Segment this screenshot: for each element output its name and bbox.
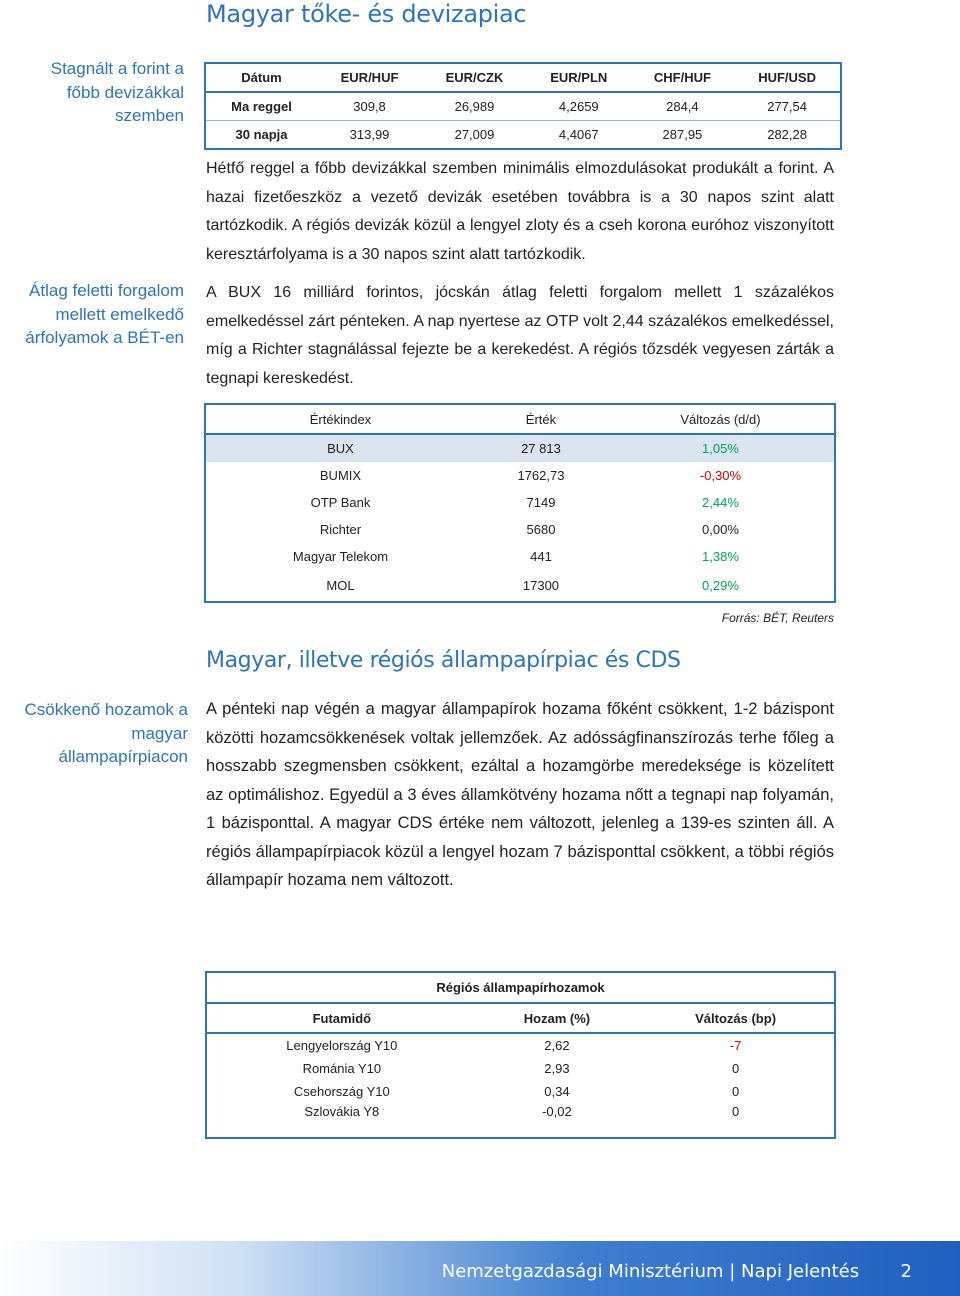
regional-yield-cell: 2,93 [544,1061,570,1076]
bux-value-cell: 17300 [522,578,560,593]
fx-cell: 282,28 [767,127,807,142]
table-row [206,1103,835,1138]
bux-header-index: Értékindex [205,404,475,434]
fx-header-eurpln: EUR/PLN [527,63,631,92]
bux-value-cell: 5680 [526,522,556,537]
fx-cell: 4,2659 [527,92,631,121]
bux-value-cell: 1762,73 [517,468,565,483]
fx-table-header [205,63,841,92]
fx-row-label: Ma reggel [205,92,317,121]
table-row [205,92,841,121]
bux-change-cell: 0,29% [702,578,739,593]
regional-name-cell: Lengyelország Y10 [286,1038,398,1053]
fx-paragraph: Hétfő reggel a főbb devizákkal szemben minimális elmozdulásokat produkált a forint. A hazai fizetőeszköz a vezető devizák esetében továbbra is a 30 napos szint alatt tartózkodik. A régiós devizák közül a lengyel zloty és a cseh korona euróhoz viszonyított keresztárfolyama is a 30 napos szint alatt tartózkodik. [206,160,834,263]
bux-header-value: Érték [475,404,607,434]
regional-change-cell: -7 [729,1038,742,1053]
regional-change-cell: 0 [731,1061,740,1076]
page-title: Magyar tőke- és devizapiac [206,0,527,28]
fx-header-hufusd: HUF/USD [734,63,841,92]
bux-name-cell: Richter [319,522,362,537]
sidebar-note-bux: Átlag feletti forgalom mellett emelkedő árfolyamok a BÉT-en [25,281,184,347]
footer-label: Nemzetgazdasági Minisztérium | Napi Jelentés [441,1261,860,1282]
bux-name-cell: OTP Bank [310,495,371,510]
table-row [205,489,835,516]
fx-cell: 27,009 [454,127,495,142]
bux-change-cell: 1,38% [702,549,739,564]
fx-cell: 284,4 [631,92,735,121]
fx-row-label: 30 napja [235,127,288,142]
fx-header-eurczk: EUR/CZK [422,63,527,92]
regional-change-cell: 0 [731,1084,740,1099]
sidebar-note-bonds: Csökkenő hozamok a magyar állampapírpiacon [24,700,188,766]
regional-header-yield: Hozam (%) [477,1003,637,1033]
fx-rates-table [204,62,842,150]
table-row [205,543,835,570]
table-row [206,1080,835,1103]
regional-name-cell: Csehország Y10 [293,1084,390,1099]
fx-cell: 4,4067 [558,127,599,142]
fx-header-eurhuf: EUR/HUF [317,63,422,92]
bux-table-header [205,404,835,434]
fx-cell: 26,989 [422,92,527,121]
bux-name-cell: Magyar Telekom [292,549,389,564]
sidebar-note-fx: Stagnált a forint a főbb devizákkal szemben [50,59,184,125]
bux-change-cell: 0,00% [702,522,739,537]
source-note: Forrás: BÉT, Reuters [721,611,834,625]
page-number: 2 [900,1261,912,1282]
fx-cell: 313,99 [349,127,390,142]
table-row [205,121,841,150]
bux-header-change: Változás (d/d) [607,404,835,434]
fx-header-chfhuf: CHF/HUF [631,63,735,92]
bux-value-cell: 441 [530,549,552,564]
regional-name-cell: Románia Y10 [302,1061,382,1076]
bux-change-cell: 1,05% [607,434,835,462]
table-row [206,1033,835,1057]
bux-change-cell: 2,44% [702,495,739,510]
bux-value-cell: 27 813 [475,434,607,462]
bux-change-cell: -0,30% [699,468,742,483]
regional-table-caption-row [206,972,835,1003]
bux-name-cell: MOL [326,578,355,593]
fx-cell: 309,8 [317,92,422,121]
bux-name-cell: BUX [205,434,475,462]
stock-index-table [204,403,836,603]
bux-name-cell: BUMIX [319,468,362,483]
table-row [205,570,835,602]
bux-value-cell: 7149 [526,495,556,510]
table-row [205,516,835,543]
regional-yield-cell: 2,62 [544,1038,570,1053]
table-row [205,434,835,462]
fx-header-date: Dátum [205,63,317,92]
regional-yield-cell: 0,34 [544,1084,570,1099]
regional-header-change: Változás (bp) [637,1003,835,1033]
regional-table-caption: Régiós állampapírhozamok [206,972,835,1003]
bux-paragraph: A BUX 16 milliárd forintos, jócskán átlag feletti forgalom mellett 1 százalékos emelkedéssel zárt pénteken. A nap nyertese az OTP volt 2,44 százalékos emelkedéssel, míg a Richter stagnálással fejezte be a kerekedést. A régiós tőzsdék vegyesen zárták a tegnapi kereskedést. [206,284,834,387]
table-row [205,462,835,489]
table-row [206,1057,835,1080]
regional-yield-cell: -0,02 [542,1104,572,1119]
fx-cell: 277,54 [734,92,841,121]
regional-name-cell: Szlovákia Y8 [304,1104,380,1119]
regional-yields-table [205,971,836,1139]
footer [442,1261,912,1282]
regional-header-maturity: Futamidő [206,1003,477,1033]
regional-change-cell: 0 [731,1104,740,1119]
regional-table-header [206,1003,835,1033]
section-title: Magyar, illetve régiós állampapírpiac és CDS [206,648,681,673]
bonds-paragraph: A pénteki nap végén a magyar állampapírok hozama főként csökkent, 1-2 bázispont közötti hozamcsökkenések voltak jellemzőek. Az adósságfinanszírozás terhe főleg a hosszabb szegmensben csökkent, ezáltal a hozamgörbe meredeksége is közelített az optimálishoz. Egyedül a 3 éves államkötvény hozama nőtt a tegnapi nap folyamán, 1 bázisponttal. A magyar CDS értéke nem változott, jelenleg a 139-es szinten áll. A régiós állampapírpiacok közül a lengyel hozam 7 bázisponttal csökkent, a többi régiós állampapír hozama nem változott. [206,700,834,889]
fx-cell: 287,95 [662,127,703,142]
